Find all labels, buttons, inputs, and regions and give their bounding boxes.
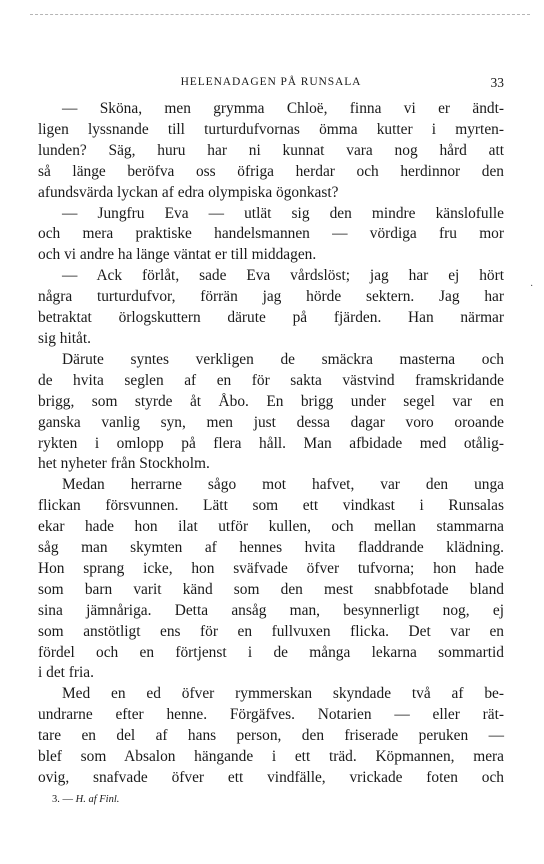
text-line: ligen lyssnande till turturdufvornas ömma kutter i myrten- xyxy=(38,120,504,138)
text-line: — Jungfru Eva — utlät sig den mindre känslofulle xyxy=(62,204,504,222)
body-text xyxy=(38,99,504,789)
text-line: ganska vanlig syn, men just dessa dagar voro oroande xyxy=(38,413,504,431)
text-line: såg man skymten af hennes hvita fladdrande klädning. xyxy=(38,539,504,557)
text-line: lunden? Säg, huru har ni kunnat vara nog hård att xyxy=(38,141,504,159)
text-line: flickan försvunnen. Lätt som ett vindkast i Runsalas xyxy=(38,497,504,515)
text-line: sina jämnåriga. Detta ansåg man, besynnerligt nog, ej xyxy=(38,601,504,619)
text-line: och vi andre ha länge väntat er till middagen. xyxy=(38,246,317,264)
text-line: ekar hade hon ilat utför kullen, och mellan stammarna xyxy=(38,518,504,536)
running-header xyxy=(38,76,504,92)
text-line: Medan herrarne sågo mot hafvet, var den unga xyxy=(62,476,504,494)
text-line: het nyheter från Stockholm. xyxy=(38,455,210,473)
signature-number: 3. — xyxy=(52,794,73,805)
text-line: tare en del af hans person, den friserade peruken — xyxy=(38,727,504,745)
text-line: fördel och en förtjenst i de många lekarna sommartid xyxy=(38,643,504,661)
top-scan-rule xyxy=(30,14,530,15)
text-line: och mera praktiske handelsmannen — vördiga fru mor xyxy=(38,225,504,243)
text-line: som anstötligt ens för en fullvuxen flicka. Det var en xyxy=(38,622,504,640)
text-line: de hvita seglen af en för sakta västvind framskridande xyxy=(38,371,504,389)
text-line: några turturdufvor, förrän jag hörde sektern. Jag har xyxy=(38,288,504,306)
text-line: så länge beröfva oss öfriga herdar och herdinnor den xyxy=(38,162,504,180)
signature-mark xyxy=(52,794,119,805)
text-line: Med en ed öfver rymmerskan skyndade två af be- xyxy=(62,685,504,703)
running-title: HELENADAGEN PÅ RUNSALA xyxy=(180,76,362,88)
text-line: brigg, som styrde åt Åbo. En brigg under segel var en xyxy=(38,392,504,410)
text-line: ovig, snafvade öfver ett vindfälle, vrickade foten och xyxy=(38,769,504,786)
text-line: blef som Absalon hängande i ett träd. Köpmannen, mera xyxy=(38,748,504,766)
text-line: afundsvärda lyckan af edra olympiska ögonkast? xyxy=(38,183,339,201)
text-line: betraktat örlogskuttern därute på fjärden. Han närmar xyxy=(38,309,504,327)
page-number: 33 xyxy=(490,75,504,90)
text-line: — Sköna, men grymma Chloë, finna vi er ändt- xyxy=(62,100,504,117)
text-line: undrarne efter henne. Förgäfves. Notarien — eller rät- xyxy=(38,706,504,724)
text-line: i det fria. xyxy=(38,664,94,682)
text-line: Hon sprang icke, hon sväfvade öfver tufvorna; hon hade xyxy=(38,559,504,577)
text-line: rykten i omlopp på flera håll. Man afbidade med otålig- xyxy=(38,434,504,452)
text-line: sig hitåt. xyxy=(38,329,92,347)
text-line: Därute syntes verkligen de smäckra masterna och xyxy=(62,350,504,368)
text-line: — Ack förlåt, sade Eva vårdslöst; jag har ej hört xyxy=(62,267,504,285)
stray-mark: · xyxy=(530,281,534,292)
text-line: som barn varit känd som den mest snabbfotade bland xyxy=(38,580,504,598)
signature-name: H. af Finl. xyxy=(75,794,120,805)
